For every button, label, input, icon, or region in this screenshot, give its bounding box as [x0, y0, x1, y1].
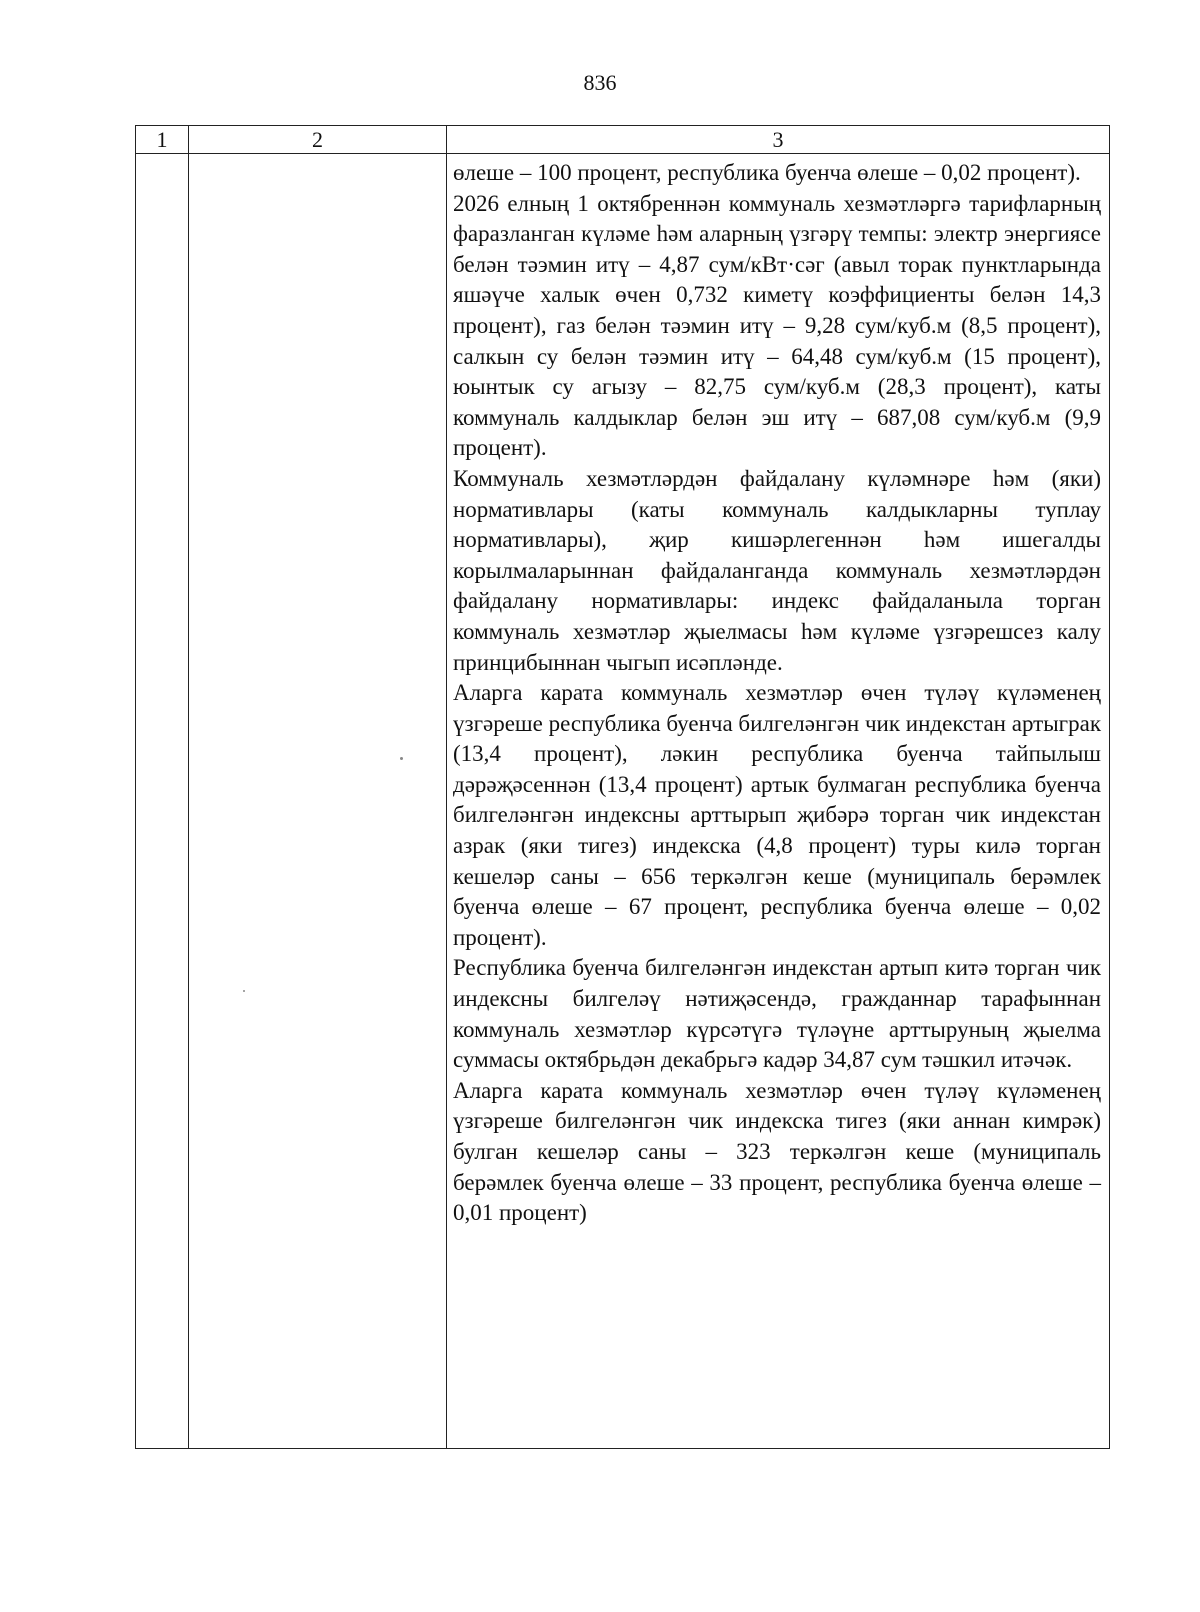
paragraph: Республика буенча билгеләнгән индекстан артып китә торган чик индексны билгеләү нәтиҗәсендә, гражданнар тарафыннан коммуналь хезмәтләр күрсәтүгә түләүне арттыруның җыелма суммасы октябрьдән декабрьгә кадәр 34,87 сум тәшкил итәчәк.	[453, 955, 1101, 1073]
scan-speck	[243, 990, 245, 992]
column-header-3: 3	[447, 126, 1110, 154]
cell-column-1	[136, 154, 189, 1449]
document-table	[135, 125, 1110, 1449]
paragraph: өлеше – 100 процент, республика буенча өлеше – 0,02 процент).	[453, 160, 1081, 185]
page-number: 836	[583, 70, 617, 95]
table-header-row	[136, 126, 1110, 154]
paragraph: Коммуналь хезмәтләрдән файдалану күләмнәре һәм (яки) нормативлары (каты коммуналь калдыкларны туплау нормативлары), җир кишәрлегеннән һәм ишегалды корылмаларыннан файдаланганда коммуналь хезмәтләрдән файдалану нормативлары: индекс файдаланыла торган коммуналь хезмәтләр җыелмасы һәм күләме үзгәрешсез калу принцибыннан чыгып исәпләнде.	[453, 465, 1101, 675]
paragraph: Аларга карата коммуналь хезмәтләр өчен түләү күләменең үзгәреше республика буенча билгеләнгән чик индекстан артыграк (13,4 процент), ләкин республика буенча тайпылыш дәрәҗәсеннән (13,4 процент) артык булмаган республика буенча билгеләнгән индексны арттырып җибәрә торган чик индекстан азрак (яки тигез) индекска (4,8 процент) туры килә торган кешеләр саны – 656 теркәлгән кеше (муниципаль берәмлек буенча өлеше – 67 процент, республика буенча өлеше – 0,02 процент).	[453, 680, 1101, 950]
paragraph: Аларга карата коммуналь хезмәтләр өчен түләү күләменең үзгәреше билгеләнгән чик индекска тигез (яки аннан кимрәк) булган кешеләр саны – 323 теркәлгән кеше (муниципаль берәмлек буенча өлеше – 33 процент, республика буенча өлеше – 0,01 процент)	[453, 1077, 1101, 1226]
scan-speck	[400, 757, 403, 760]
paragraph: 2026 елның 1 октябреннән коммуналь хезмәтләргә тарифларның фаразланган күләме һәм аларның үзгәрү темпы: электр энергиясе белән тәэмин итү – 4,87 сум/кВт·сәг (авыл торак пунктларында яшәүче халык өчен 0,732 киметү коэффициенты белән 14,3 процент), газ белән тәэмин итү – 9,28 сум/куб.м (8,5 процент), салкын су белән тәэмин итү – 64,48 сум/куб.м (15 процент), юынтык су агызу – 82,75 сум/куб.м (28,3 процент), каты коммуналь калдыклар белән эш итү – 687,08 сум/куб.м (9,9 процент).	[453, 190, 1101, 461]
cell-column-2	[189, 154, 447, 1449]
table-row	[136, 154, 1110, 1449]
cell-column-3	[447, 154, 1110, 1449]
column-header-2: 2	[189, 126, 447, 154]
column-header-1: 1	[136, 126, 189, 154]
